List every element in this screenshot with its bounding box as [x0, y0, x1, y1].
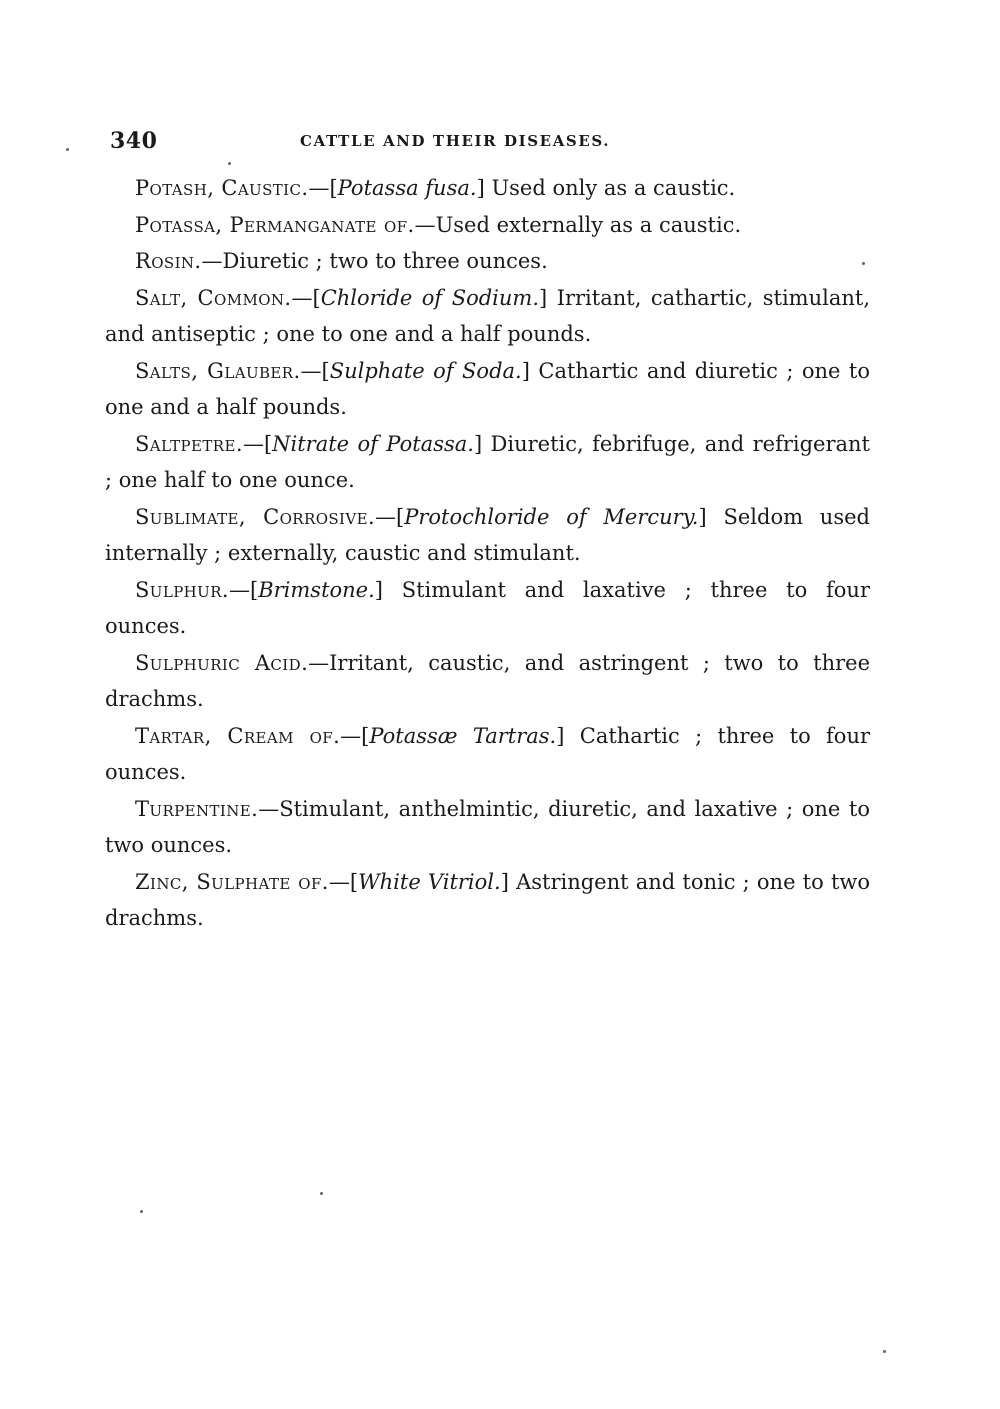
entry-term: Salts, Glauber.: [135, 358, 301, 383]
running-title: CATTLE AND THEIR DISEASES.: [300, 132, 611, 150]
entry-potassa-permanganate: Potassa, Permanganate of.—Used externally as a caustic.: [135, 212, 742, 237]
entry-term: Sulphuric Acid.: [135, 650, 309, 675]
entry-term: Salt, Common.: [135, 285, 292, 310]
scan-speck: [862, 262, 865, 265]
entry-description: Diuretic, febrifuge, and refrigerant ; one half to one ounce.: [105, 431, 870, 492]
entry-description: Irritant, caustic, and astringent ; two to three drachms.: [105, 650, 870, 711]
entry-latin-name: Protochloride of Mercury.: [404, 504, 699, 529]
page-number: 340: [110, 128, 158, 154]
entry-term: Zinc, Sulphate of.: [135, 869, 329, 894]
entry-term: Potash, Caustic.: [135, 176, 309, 200]
entry-saltpetre: Saltpetre.—[Nitrate of Potassa.] Diuretic, febrifuge, and refrigerant ; one half to one ounce.: [105, 431, 870, 492]
entry-description: Used externally as a caustic.: [435, 212, 742, 237]
entry-rosin: Rosin.—Diuretic ; two to three ounces.: [135, 249, 548, 273]
entry-sulphur: Sulphur.—[Brimstone.] Stimulant and laxative ; three to four ounces.: [105, 577, 870, 638]
entry-turpentine: Turpentine.—Stimulant, anthelmintic, diuretic, and laxative ; one to two ounces.: [105, 796, 870, 857]
scan-speck: [140, 1210, 143, 1213]
entry-description: Diuretic ; two to three ounces.: [222, 249, 548, 273]
entry-term: Saltpetre.: [135, 431, 243, 456]
entry-tartar-cream: Tartar, Cream of.—[Potassæ Tartras.] Cathartic ; three to four ounces.: [105, 723, 871, 784]
scan-speck: [320, 1192, 323, 1195]
entry-latin-name: White Vitriol.: [358, 869, 501, 894]
entry-description: Irritant, cathartic, stimulant, and antiseptic ; one to one and a half pounds.: [105, 285, 870, 346]
entry-description: Astringent and tonic ; one to two drachms.: [105, 869, 871, 930]
entry-description: Stimulant, anthelmintic, diuretic, and laxative ; one to two ounces.: [105, 796, 870, 857]
entry-description: Stimulant and laxative ; three to four ounces.: [105, 577, 870, 638]
running-head: [110, 128, 870, 158]
entry-term: Tartar, Cream of.: [135, 723, 341, 748]
scan-speck: [66, 148, 69, 151]
entry-zinc-sulphate: Zinc, Sulphate of.—[White Vitriol.] Astringent and tonic ; one to two drachms.: [105, 869, 871, 930]
entry-description: Cathartic ; three to four ounces.: [105, 723, 871, 784]
entry-potash-caustic: Potash, Caustic.—[Potassa fusa.] Used only as a caustic.: [135, 176, 736, 200]
entry-sublimate-corrosive: Sublimate, Corrosive.—[Protochloride of Mercury.] Seldom used internally ; externally, caustic and stimulant.: [105, 504, 870, 565]
entry-term: Potassa, Permanganate of.: [135, 212, 415, 237]
entry-sulphuric-acid: Sulphuric Acid.—Irritant, caustic, and astringent ; two to three drachms.: [105, 650, 870, 711]
glossary-body: [105, 170, 870, 937]
entry-latin-name: Nitrate of Potassa.: [272, 431, 474, 456]
scan-speck: [228, 162, 231, 165]
entry-term: Turpentine.: [135, 796, 259, 821]
entry-term: Rosin.: [135, 249, 202, 273]
scan-speck: [883, 1350, 886, 1353]
entry-description: Cathartic and diuretic ; one to one and a half pounds.: [105, 358, 870, 419]
entry-salts-glauber: Salts, Glauber.—[Sulphate of Soda.] Cathartic and diuretic ; one to one and a half pounds.: [105, 358, 870, 419]
entry-term: Sulphur.: [135, 577, 229, 602]
entry-description: Seldom used internally ; externally, caustic and stimulant.: [105, 504, 870, 565]
entry-latin-name: Potassæ Tartras.: [369, 723, 557, 748]
entry-latin-name: Chloride of Sodium.: [320, 285, 539, 310]
entry-latin-name: Brimstone.: [258, 577, 375, 602]
entry-latin-name: Potassa fusa.: [337, 176, 477, 200]
entry-salt-common: Salt, Common.—[Chloride of Sodium.] Irritant, cathartic, stimulant, and antiseptic ; one to one and a half pounds.: [105, 285, 870, 346]
entry-latin-name: Sulphate of Soda.: [329, 358, 522, 383]
entry-term: Sublimate, Corrosive.: [135, 504, 376, 529]
entry-description: Used only as a caustic.: [491, 176, 736, 200]
